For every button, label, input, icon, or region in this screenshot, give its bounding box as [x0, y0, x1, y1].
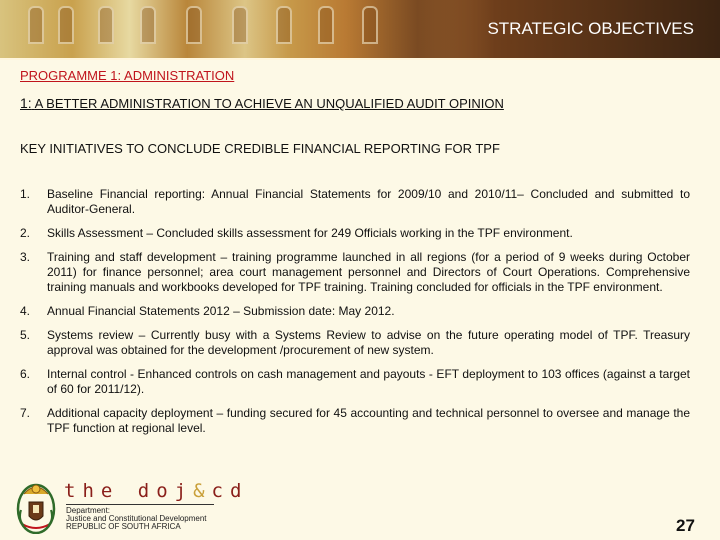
banner-window-decor — [362, 6, 378, 44]
list-item — [20, 367, 690, 397]
banner-window-decor — [186, 6, 202, 44]
dept-line-2: Justice and Constitutional Development — [66, 514, 207, 523]
item-number: 7. — [20, 406, 31, 420]
brand-ampersand: & — [193, 480, 212, 502]
item-text: Internal control - Enhanced controls on cash management and payouts - EFT deployment to 103 offices (against a target of 60 for 2011/12). — [47, 367, 690, 396]
department-text — [66, 507, 207, 531]
item-number: 4. — [20, 304, 31, 318]
coat-of-arms-icon — [16, 480, 56, 534]
list-item — [20, 250, 690, 295]
list-item — [20, 406, 690, 436]
item-text: Skills Assessment – Concluded skills assessment for 249 Officials working in the TPF environment. — [47, 226, 573, 240]
item-text: Baseline Financial reporting: Annual Financial Statements for 2009/10 and 2010/11– Concluded and submitted to Auditor-General. — [47, 187, 690, 216]
item-number: 2. — [20, 226, 31, 240]
list-item — [20, 304, 690, 319]
item-text: Additional capacity deployment – funding secured for 45 accounting and technical personnel to oversee and manage the TPF function at regional level. — [47, 406, 690, 435]
banner-window-decor — [98, 6, 114, 44]
banner-divider — [0, 58, 720, 60]
list-item — [20, 226, 690, 241]
item-number: 6. — [20, 367, 31, 381]
dept-line-3: REPUBLIC OF SOUTH AFRICA — [66, 522, 181, 531]
goal-heading — [20, 95, 504, 111]
programme-label: PROGRAMME 1: ADMINISTRATION — [20, 68, 235, 83]
banner-window-decor — [276, 6, 292, 44]
header-banner — [0, 0, 720, 60]
brand-wordmark — [64, 480, 248, 502]
dept-line-1: Department: — [66, 506, 111, 515]
title-panel — [420, 0, 720, 58]
goal-number: 1: — [20, 95, 32, 111]
list-item — [20, 328, 690, 358]
item-text: Annual Financial Statements 2012 – Submission date: May 2012. — [47, 304, 395, 318]
brand-post: cd — [211, 480, 249, 502]
item-number: 3. — [20, 250, 31, 264]
banner-window-decor — [58, 6, 74, 44]
brand-pre: the doj — [64, 480, 194, 502]
item-text: Training and staff development – training programme launched in all regions (for a period of 9 weeks during October 2011) for finance personnel; area court management personnel and Directors of Court Operations. Comprehensive training manuals and workbooks developed for TPF training. Training concluded for officials in the TPF environment. — [47, 250, 690, 294]
page-number: 27 — [676, 516, 695, 535]
initiatives-list — [20, 187, 690, 445]
banner-window-decor — [28, 6, 44, 44]
item-text: Systems review – Currently busy with a Systems Review to advise on the future operating model of TPF. Treasury approval was obtained for the development /procurement of new system. — [47, 328, 690, 357]
item-number: 1. — [20, 187, 31, 201]
slide-title: STRATEGIC OBJECTIVES — [487, 19, 694, 38]
banner-window-decor — [140, 6, 156, 44]
banner-window-decor — [232, 6, 248, 44]
list-item — [20, 187, 690, 217]
department-logo — [12, 478, 332, 540]
initiatives-heading: KEY INITIATIVES TO CONCLUDE CREDIBLE FINANCIAL REPORTING FOR TPF — [20, 141, 500, 156]
item-number: 5. — [20, 328, 31, 342]
goal-text: A BETTER ADMINISTRATION TO ACHIEVE AN UNQUALIFIED AUDIT OPINION — [34, 96, 504, 111]
brand-divider — [66, 504, 214, 505]
banner-window-decor — [318, 6, 334, 44]
